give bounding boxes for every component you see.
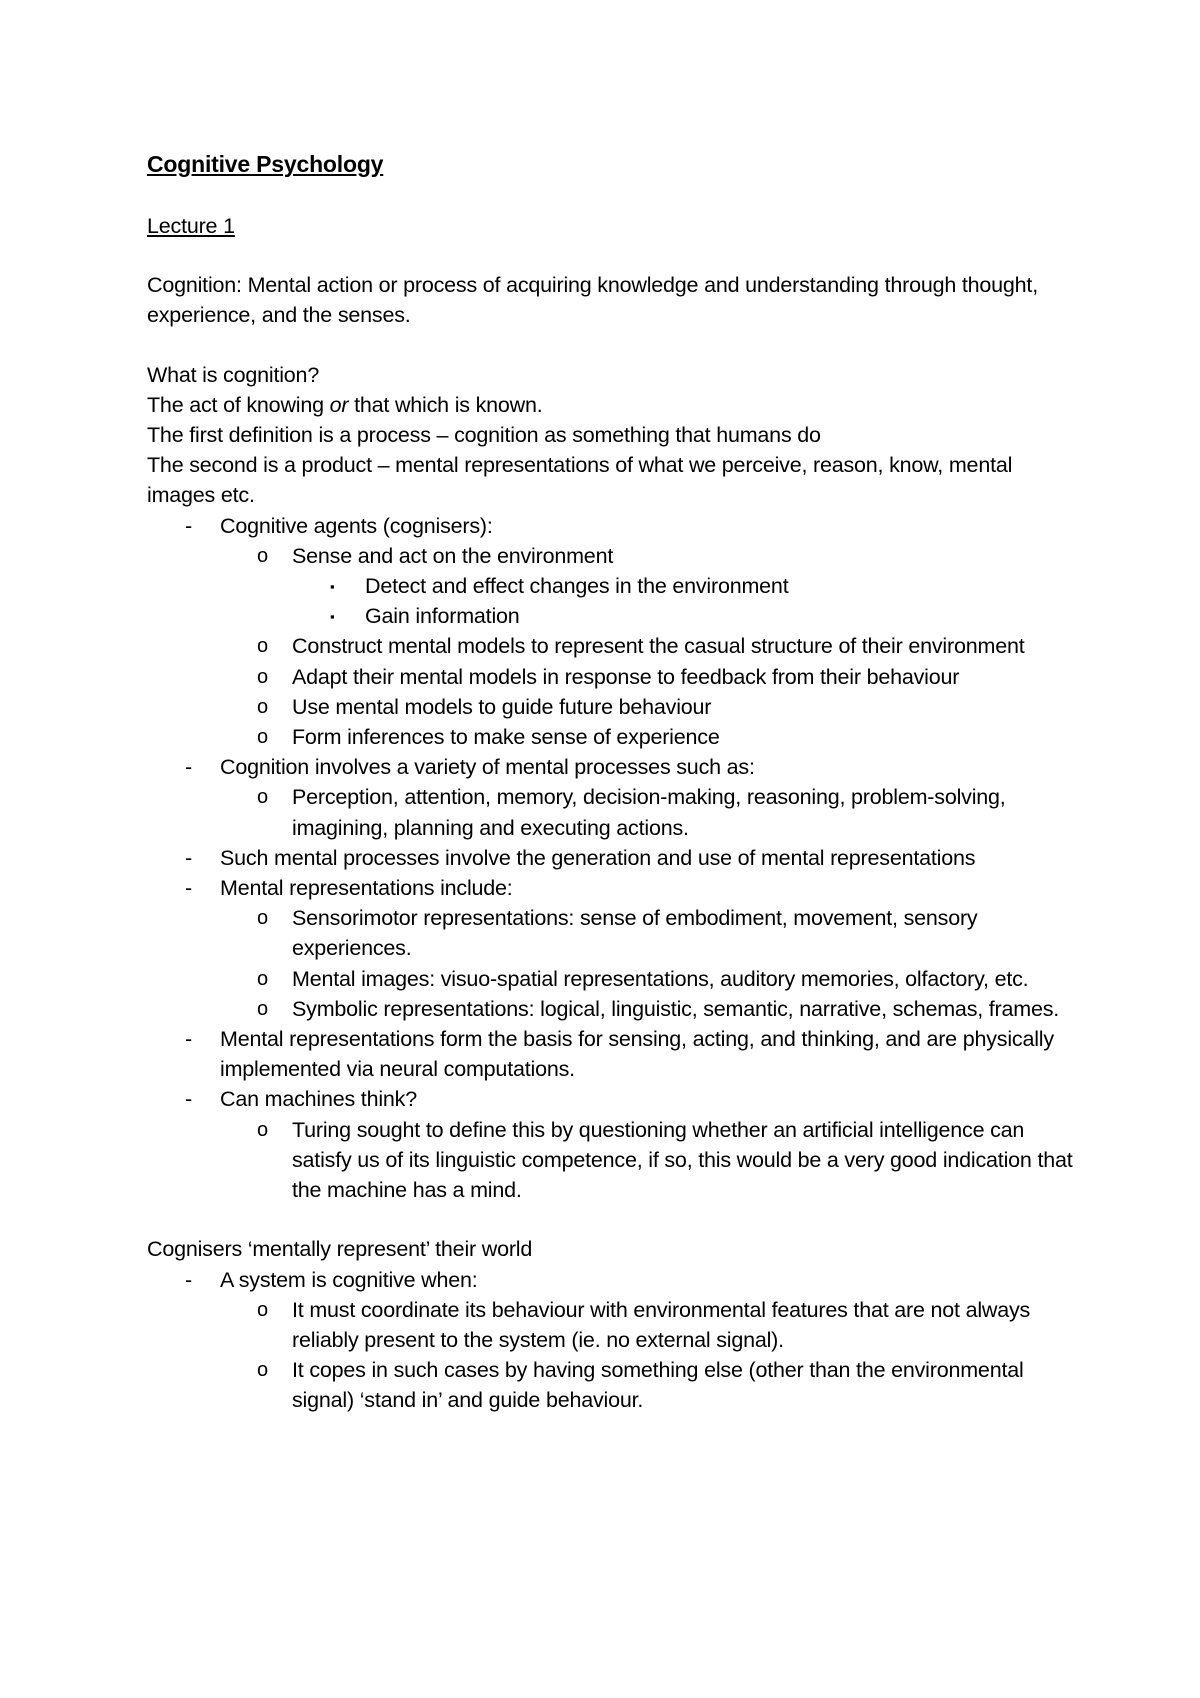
list-item	[147, 873, 1077, 903]
act-text-pre: The act of knowing	[147, 392, 330, 417]
list-item	[147, 571, 1077, 601]
list-item	[147, 1084, 1077, 1114]
list-item	[147, 903, 1077, 963]
circle-bullet: o	[257, 726, 268, 749]
list-item	[147, 752, 1077, 782]
list-item-text: Perception, attention, memory, decision-making, reasoning, problem-solving, imagining, planning and executing actions.	[292, 785, 1006, 840]
first-definition-line: The first definition is a process – cognition as something that humans do	[147, 423, 821, 448]
list-item	[147, 782, 1077, 842]
lecture-heading: Lecture 1	[147, 214, 235, 238]
list-item-text: Symbolic representations: logical, linguistic, semantic, narrative, schemas, frames.	[292, 996, 1060, 1021]
circle-bullet: o	[257, 1298, 268, 1321]
list-item-text: Can machines think?	[220, 1087, 417, 1112]
list-item	[147, 1265, 1077, 1295]
dash-bullet: -	[185, 513, 192, 538]
list-item	[147, 601, 1077, 631]
list-item-text: Sense and act on the environment	[292, 543, 614, 568]
list-item	[147, 722, 1077, 752]
list-item-text: Cognitive agents (cognisers):	[220, 513, 493, 538]
list-item-text: Gain information	[365, 604, 520, 629]
square-bullet: ▪	[330, 609, 335, 625]
list-item-text: Turing sought to define this by questioning whether an artificial intelligence can satisfy us of its linguistic competence, if so, this would be a very good indication that the machine has a mind.	[292, 1117, 1073, 1203]
list-item-text: Construct mental models to represent the casual structure of their environment	[292, 634, 1025, 659]
circle-bullet: o	[257, 1359, 268, 1382]
list-item-text: Cognition involves a variety of mental processes such as:	[220, 755, 755, 780]
list-item-text: Detect and effect changes in the environment	[365, 574, 789, 599]
circle-bullet: o	[257, 907, 268, 930]
list-item	[147, 662, 1077, 692]
dash-bullet: -	[185, 845, 192, 870]
list-item	[147, 1115, 1077, 1206]
document-title: Cognitive Psychology	[147, 151, 384, 177]
list-item-text: A system is cognitive when:	[220, 1267, 478, 1292]
list-item-text: Mental images: visuo-spatial representations, auditory memories, olfactory, etc.	[292, 966, 1029, 991]
list-item-text: It must coordinate its behaviour with environmental features that are not always reliably present to the system (ie. no external signal).	[292, 1297, 1031, 1352]
dash-bullet: -	[185, 1027, 192, 1052]
list-item-text: Mental representations form the basis for sensing, acting, and thinking, and are physically implemented via neural computations.	[220, 1027, 1054, 1082]
circle-bullet: o	[257, 635, 268, 658]
document-page	[147, 148, 1077, 1416]
dash-bullet: -	[185, 1087, 192, 1112]
circle-bullet: o	[257, 665, 268, 688]
list-item-text: Mental representations include:	[220, 876, 513, 901]
dash-bullet: -	[185, 1267, 192, 1292]
list-item-text: Form inferences to make sense of experience	[292, 725, 720, 750]
act-of-knowing-line	[147, 390, 1077, 420]
cognition-definition: Cognition: Mental action or process of acquiring knowledge and understanding through thought, experience, and the senses.	[147, 273, 1038, 328]
what-is-cognition-question: What is cognition?	[147, 362, 320, 387]
second-definition-line: The second is a product – mental representations of what we perceive, reason, know, mental images etc.	[147, 453, 1013, 508]
list-item-text: Use mental models to guide future behaviour	[292, 694, 712, 719]
paragraph-gap	[147, 331, 1077, 360]
list-item	[147, 692, 1077, 722]
list-item	[147, 541, 1077, 571]
cognisers-heading: Cognisers ‘mentally represent’ their world	[147, 1237, 533, 1262]
circle-bullet: o	[257, 1118, 268, 1141]
square-bullet: ▪	[330, 579, 335, 595]
paragraph-gap	[147, 1205, 1077, 1234]
list-item	[147, 511, 1077, 541]
list-item-text: Sensorimotor representations: sense of embodiment, movement, sensory experiences.	[292, 906, 978, 961]
list-item	[147, 964, 1077, 994]
list-item	[147, 994, 1077, 1024]
list-item	[147, 631, 1077, 661]
list-item-text: Such mental processes involve the generation and use of mental representations	[220, 845, 976, 870]
circle-bullet: o	[257, 997, 268, 1020]
circle-bullet: o	[257, 544, 268, 567]
dash-bullet: -	[185, 755, 192, 780]
circle-bullet: o	[257, 786, 268, 809]
act-text-or: or	[329, 392, 349, 417]
circle-bullet: o	[257, 695, 268, 718]
list-item	[147, 1024, 1077, 1084]
list-item-text: It copes in such cases by having something else (other than the environmental signal) ‘stand in’ and guide behaviour.	[292, 1358, 1024, 1413]
list-item	[147, 843, 1077, 873]
list-item	[147, 1355, 1077, 1415]
circle-bullet: o	[257, 967, 268, 990]
list-item	[147, 1295, 1077, 1355]
act-text-post: that which is known.	[348, 392, 543, 417]
dash-bullet: -	[185, 876, 192, 901]
list-item-text: Adapt their mental models in response to feedback from their behaviour	[292, 664, 960, 689]
